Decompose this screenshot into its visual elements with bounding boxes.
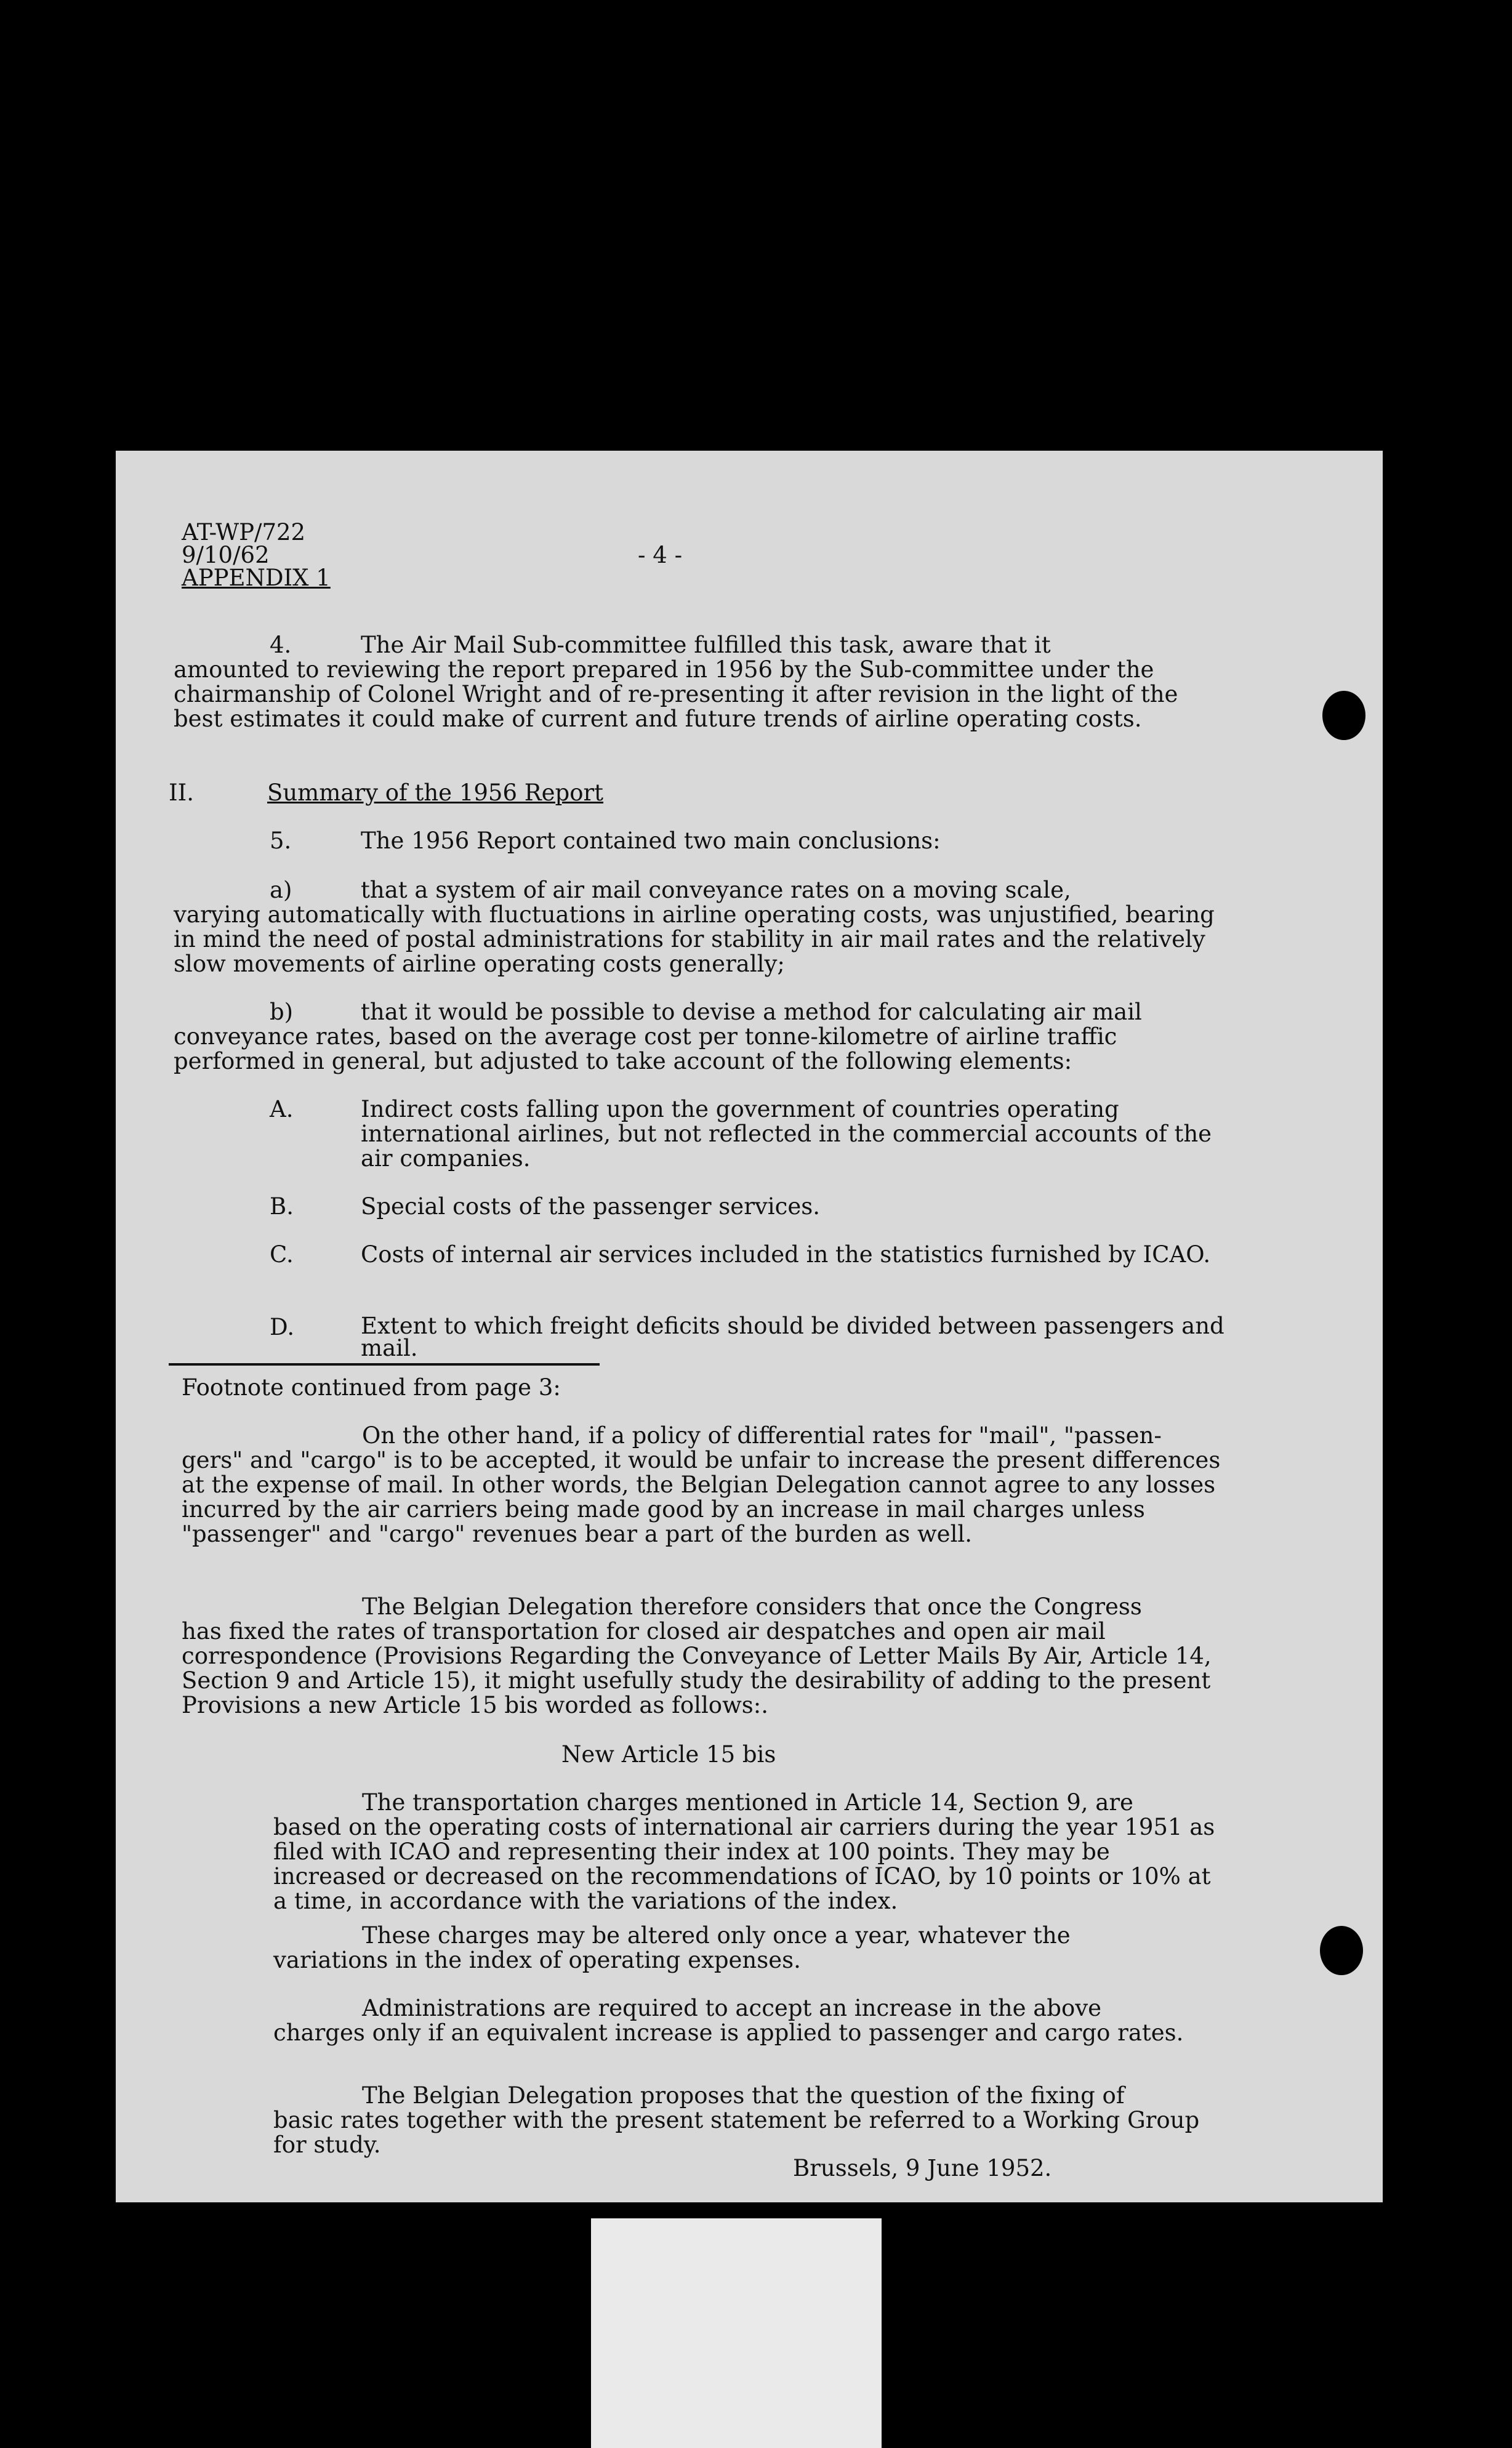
para4-first-line: The Air Mail Sub-committee fulfilled this task, aware that it xyxy=(361,632,1051,658)
doc-date: 9/10/62 xyxy=(182,542,270,568)
article-p3-first-line: Administrations are required to accept an increase in the above xyxy=(362,1995,1102,2021)
conclusion-a-body: varying automatically with fluctuations in airline operating costs, was unjustified, bearing in mind the need of postal administrations for stability in air mail rates and the relatively slow movements of airline operating costs generally; xyxy=(174,901,1215,977)
section-title: Summary of the 1956 Report xyxy=(267,779,604,806)
element-c-text: Costs of internal air services included in the statistics furnished by ICAO. xyxy=(361,1241,1211,1268)
article-p1-first-line: The transportation charges mentioned in Article 14, Section 9, are xyxy=(362,1789,1133,1816)
para5-number: 5. xyxy=(270,827,292,854)
article-p2-first-line: These charges may be altered only once a year, whatever the xyxy=(362,1922,1071,1949)
conclusion-b-first-line: that it would be possible to devise a method for calculating air mail xyxy=(361,999,1142,1025)
footnote-p2-body: has fixed the rates of transportation for closed air despatches and open air mail correspondence (Provisions Regarding the Conveyance of Letter Mails By Air, Article 14, Section 9 and Article 15), it might usefully study the desirability of adding to the present Provisions a new Article 15 bis worded as follows:. xyxy=(182,1618,1212,1718)
element-b-text: Special costs of the passenger services. xyxy=(361,1193,820,1220)
footnote-divider xyxy=(169,1363,600,1366)
element-d-text: Extent to which freight deficits should be divided between passengers and mail. xyxy=(361,1313,1224,1361)
conclusion-b-body: conveyance rates, based on the average cost per tonne-kilometre of airline traffic performed in general, but adjusted to take account of the following elements: xyxy=(174,1023,1117,1074)
para4-body: amounted to reviewing the report prepared in 1956 by the Sub-committee under the chairmanship of Colonel Wright and of re-presenting it after revision in the light of the best estimates it could make of current and future trends of airline operating costs. xyxy=(174,656,1178,732)
appendix-label: APPENDIX 1 xyxy=(182,565,331,591)
element-a-text: Indirect costs falling upon the government of countries operating international airlines, but not reflected in the commercial accounts of the air companies. xyxy=(361,1096,1212,1172)
footnote-p2-first-line: The Belgian Delegation therefore considers that once the Congress xyxy=(362,1593,1142,1620)
para4-number: 4. xyxy=(270,632,292,658)
article-p4-first-line: The Belgian Delegation proposes that the question of the fixing of xyxy=(362,2082,1125,2109)
article-p2-body: variations in the index of operating expenses. xyxy=(273,1947,801,1973)
punch-hole-top xyxy=(1322,691,1365,740)
footnote-p1-body: gers" and "cargo" is to be accepted, it would be unfair to increase the present differences at the expense of mail. In other words, the Belgian Delegation cannot agree to any losses incurred by the air carriers being made good by an increase in mail charges unless "passenger" and "cargo" revenues bear a part of the burden as well. xyxy=(182,1447,1221,1547)
article-title: New Article 15 bis xyxy=(561,1741,776,1768)
article-p1-body: based on the operating costs of international air carriers during the year 1951 as filed with ICAO and representing their index at 100 points. They may be increased or decreased on the recommendations of ICAO, by 10 points or 10% at a time, in accordance with the variations of the index. xyxy=(273,1814,1215,1914)
doc-reference: AT-WP/722 xyxy=(182,519,306,546)
footnote-heading: Footnote continued from page 3: xyxy=(182,1374,561,1401)
article-p3-body: charges only if an equivalent increase is applied to passenger and cargo rates. xyxy=(273,2019,1184,2046)
element-a-label: A. xyxy=(270,1096,294,1122)
para5-text: The 1956 Report contained two main conclusions: xyxy=(361,827,941,854)
element-b-label: B. xyxy=(270,1193,294,1220)
document-page xyxy=(116,451,1383,2202)
footnote-p1-first-line: On the other hand, if a policy of differential rates for "mail", "passen- xyxy=(362,1422,1162,1449)
element-d-label: D. xyxy=(270,1314,295,1340)
punch-hole-bottom xyxy=(1320,1926,1363,1975)
section-number: II. xyxy=(169,779,194,806)
conclusion-a-label: a) xyxy=(270,877,292,903)
page-number: - 4 - xyxy=(638,542,683,568)
paper-slip xyxy=(591,2218,882,2448)
element-c-label: C. xyxy=(270,1241,294,1268)
article-p4-body: basic rates together with the present statement be referred to a Working Group for study. xyxy=(273,2107,1200,2158)
conclusion-a-first-line: that a system of air mail conveyance rates on a moving scale, xyxy=(361,877,1071,903)
conclusion-b-label: b) xyxy=(270,999,294,1025)
signature-line: Brussels, 9 June 1952. xyxy=(793,2155,1052,2181)
